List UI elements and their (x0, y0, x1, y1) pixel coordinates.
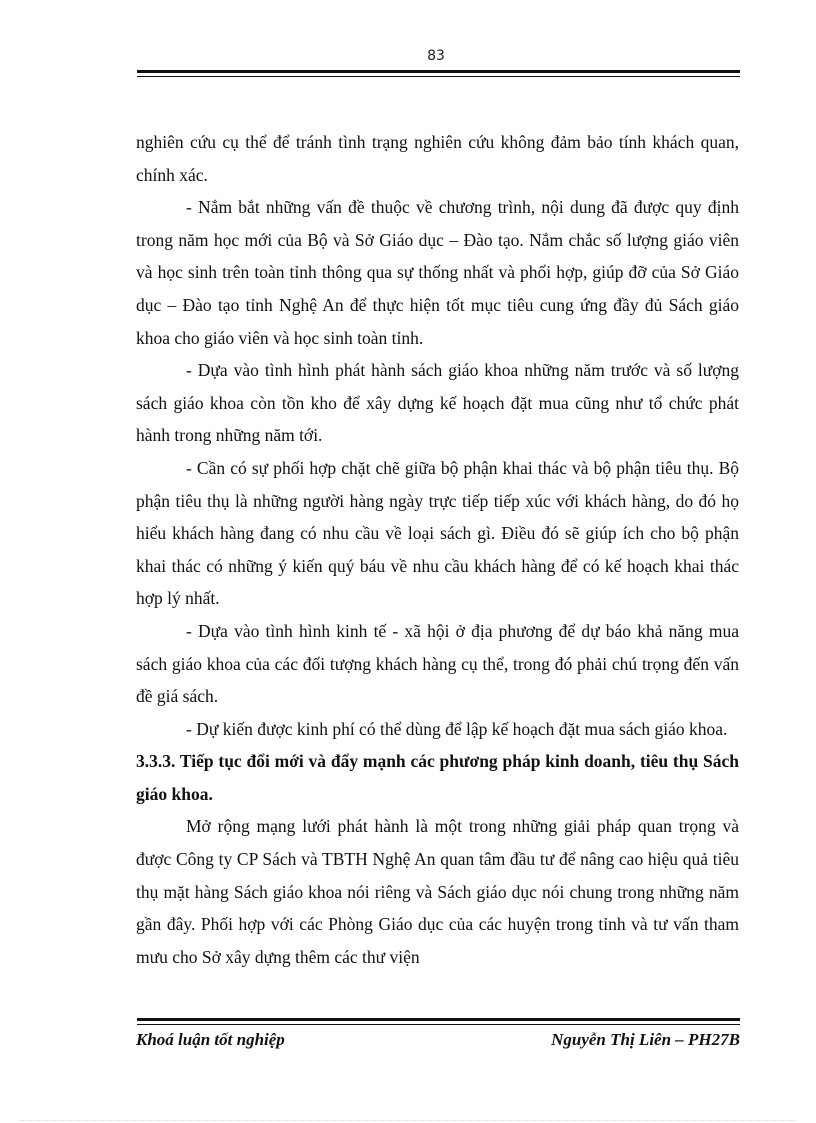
paragraph-bullet-program: - Nắm bắt những vấn đề thuộc về chương trình, nội dung đã được quy định trong năm học mới của Bộ và Sở Giáo dục – Đào tạo. Nắm chắc số lượng giáo viên và học sinh trên toàn tỉnh thông qua sự thống nhất và phối hợp, giúp đỡ của Sở Giáo dục – Đào tạo tỉnh Nghệ An để thực hiện tốt mục tiêu cung ứng đầy đủ Sách giáo khoa cho giáo viên và học sinh toàn tỉnh. (136, 197, 739, 348)
page-number: 83 (427, 48, 445, 64)
page-body (136, 126, 739, 973)
footer-author: Nguyễn Thị Liên – PH27B (551, 1030, 740, 1049)
footer-thesis-label: Khoá luận tốt nghiệp (136, 1030, 285, 1049)
paragraph-continuation: nghiên cứu cụ thể để tránh tình trạng nghiên cứu không đảm bảo tính khách quan, chính xác. (136, 132, 739, 185)
paragraph-bullet-economy: - Dựa vào tình hình kinh tế - xã hội ở địa phương để dự báo khả năng mua sách giáo khoa của các đối tượng khách hàng cụ thể, trong đó phải chú trọng đến vấn đề giá sách. (136, 620, 739, 707)
paragraph-bullet-budget: - Dự kiến được kinh phí có thể dùng để lập kế hoạch đặt mua sách giáo khoa. (186, 718, 728, 739)
section-heading: 3.3.3. Tiếp tục đổi mới và đẩy mạnh các phương pháp kinh doanh, tiêu thụ Sách giáo khoa. (136, 751, 739, 804)
paragraph-bullet-inventory: - Dựa vào tình hình phát hành sách giáo khoa những năm trước và số lượng sách giáo khoa còn tồn kho để xây dựng kế hoạch đặt mua cũng như tổ chức phát hành trong những năm tới. (136, 360, 739, 446)
header-divider (137, 70, 740, 77)
footer-divider (137, 1018, 740, 1025)
paragraph-network: Mở rộng mạng lưới phát hành là một trong những giải pháp quan trọng và được Công ty CP Sách và TBTH Nghệ An quan tâm đầu tư để nâng cao hiệu quả tiêu thụ mặt hàng Sách giáo khoa nói riêng và Sách giáo dục nói chung trong những năm gần đây. Phối hợp với các Phòng Giáo dục của các huyện trong tỉnh và tư vấn tham mưu cho Sở xây dựng thêm các thư viện (136, 816, 739, 967)
page-edge-dotted-line (20, 1120, 796, 1121)
paragraph-bullet-coordination: - Cần có sự phối hợp chặt chẽ giữa bộ phận khai thác và bộ phận tiêu thụ. Bộ phận tiêu thụ là những người hàng ngày trực tiếp tiếp xúc với khách hàng, do đó họ hiểu khách hàng đang có nhu cầu về loại sách gì. Điều đó sẽ giúp ích cho bộ phận khai thác có những ý kiến quý báu về nhu cầu khách hàng để có kế hoạch khai thác hợp lý nhất. (136, 457, 739, 609)
